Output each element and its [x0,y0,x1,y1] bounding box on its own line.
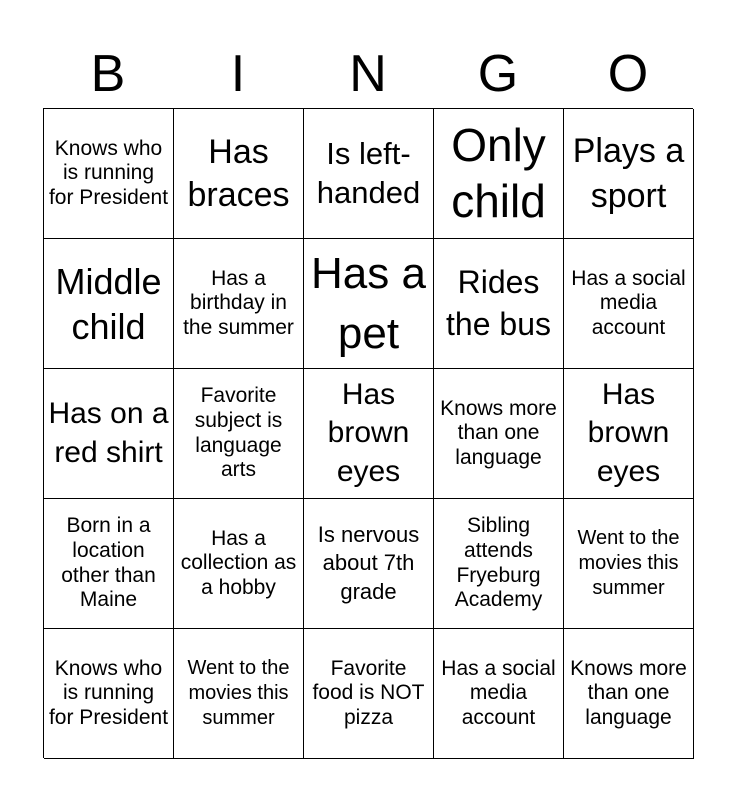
bingo-cell[interactable] [434,629,564,759]
cell-text: Has brown eyes [327,377,410,488]
cell-text: Has a pet [311,249,426,358]
bingo-cell[interactable] [304,369,434,499]
bingo-cell[interactable] [304,629,434,759]
bingo-cell[interactable] [174,109,304,239]
cell-text: Born in a location other than Maine [61,514,156,612]
bingo-cell[interactable] [174,629,304,759]
bingo-cell[interactable] [174,499,304,629]
cell-text: Has a collection as a hobby [180,526,297,599]
bingo-cell[interactable] [44,109,174,239]
cell-text: Middle child [55,260,162,347]
cell-text: Favorite subject is language arts [194,384,283,482]
bingo-cell[interactable] [564,369,694,499]
cell-text: Went to the movies this summer [187,657,290,729]
header-letter-b: B [90,45,126,103]
cell-text: Is nervous about 7th grade [317,521,420,604]
cell-text: Favorite food is NOT pizza [312,656,425,729]
header-letter-o: O [607,45,649,103]
header-letter-i: I [230,45,246,103]
cell-text: Knows who is running for President [48,656,169,729]
cell-text: Has a social media account [441,656,556,729]
bingo-cell[interactable] [304,499,434,629]
header-letter-n: N [349,45,387,103]
bingo-cell[interactable] [174,369,304,499]
bingo-cell[interactable] [564,239,694,369]
bingo-cell[interactable] [44,239,174,369]
bingo-cell[interactable] [434,499,564,629]
bingo-grid [43,108,693,758]
bingo-cell[interactable] [434,109,564,239]
bingo-cell[interactable] [304,109,434,239]
cell-text: Knows more than one language [570,656,687,729]
bingo-cell[interactable] [44,369,174,499]
bingo-cell[interactable] [44,499,174,629]
bingo-cell[interactable] [564,629,694,759]
bingo-cell[interactable] [434,369,564,499]
bingo-cell[interactable] [564,499,694,629]
cell-text: Only child [451,119,546,227]
cell-text: Has braces [187,133,290,214]
cell-text: Sibling attends Fryeburg Academy [454,514,543,612]
bingo-cell[interactable] [174,239,304,369]
cell-text: Knows more than one language [440,396,557,469]
cell-text: Has on a red shirt [48,397,169,469]
bingo-cell[interactable] [304,239,434,369]
cell-text: Has a birthday in the summer [183,266,294,339]
cell-text: Knows who is running for President [48,136,169,209]
bingo-cell[interactable] [434,239,564,369]
bingo-header [43,40,693,108]
header-letter-g: G [477,45,519,103]
cell-text: Is left-handed [316,135,421,210]
cell-text: Has brown eyes [587,377,670,488]
bingo-cell[interactable] [564,109,694,239]
cell-text: Has a social media account [571,266,686,339]
cell-text: Plays a sport [572,132,685,215]
bingo-cell[interactable] [44,629,174,759]
cell-text: Went to the movies this summer [577,527,680,599]
cell-text: Rides the bus [446,263,551,342]
